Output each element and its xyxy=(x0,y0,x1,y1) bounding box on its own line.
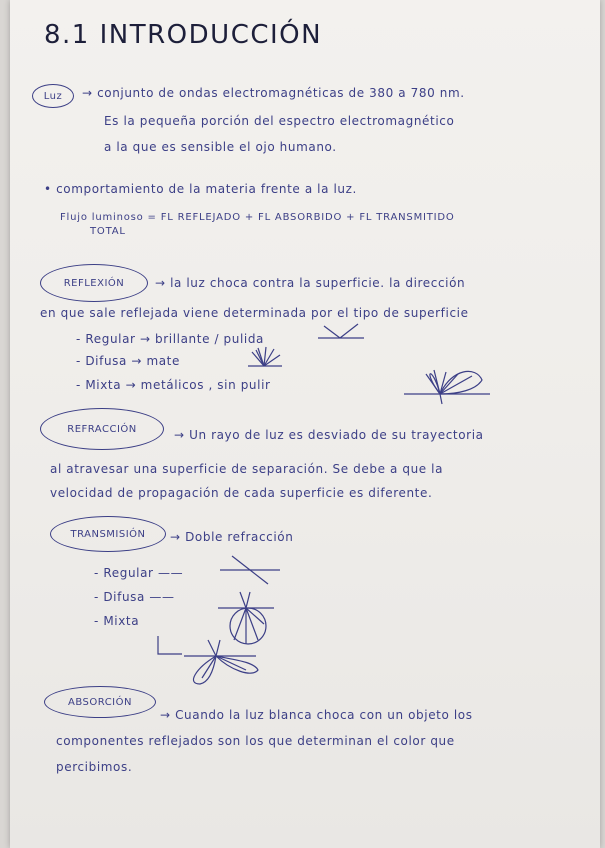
reflexion-item-regular: - Regular → brillante / pulida xyxy=(76,332,264,346)
luz-line-2: Es la pequeña porción del espectro electromagnético xyxy=(104,114,455,128)
refraccion-line-2: al atravesar una superficie de separación. Se debe a que la xyxy=(50,462,444,476)
reflexion-tag: REFLEXIÓN xyxy=(40,264,148,302)
mixed-reflection-sketch xyxy=(402,360,492,406)
absorcion-tag: ABSORCIÓN xyxy=(44,686,156,718)
luz-tag: Luz xyxy=(32,84,74,108)
refraccion-tag: REFRACCIÓN xyxy=(40,408,164,450)
reflexion-item-difusa: - Difusa → mate xyxy=(76,354,180,368)
reflexion-line-2: en que sale reflejada viene determinada por el tipo de superficie xyxy=(40,306,469,320)
transmision-tag: TRANSMISIÓN xyxy=(50,516,166,552)
diffuse-reflection-sketch xyxy=(246,346,286,372)
absorcion-line-3: percibimos. xyxy=(56,760,133,774)
regular-transmission-sketch xyxy=(218,552,282,588)
transmision-item-difusa: - Difusa —— xyxy=(94,590,175,604)
transmision-line-1: → Doble refracción xyxy=(170,530,294,544)
transmision-item-mixta: - Mixta xyxy=(94,614,140,628)
luz-line-1: → conjunto de ondas electromagnéticas de 380 a 780 nm. xyxy=(82,86,465,100)
refraccion-line-3: velocidad de propagación de cada superficie es diferente. xyxy=(50,486,433,500)
luz-line-3: a la que es sensible el ojo humano. xyxy=(104,140,337,154)
transmision-item-regular: - Regular —— xyxy=(94,566,184,580)
absorcion-line-2: componentes reflejados son los que determinan el color que xyxy=(56,734,455,748)
comportamiento-line: • comportamiento de la materia frente a la luz. xyxy=(44,182,357,196)
reflexion-line-1: → la luz choca contra la superficie. la dirección xyxy=(155,276,466,290)
page-title: 8.1 INTRODUCCIÓN xyxy=(44,20,323,50)
regular-reflection-sketch xyxy=(316,320,368,344)
flujo-line-1: Flujo luminoso = FL REFLEJADO + FL ABSORBIDO + FL TRANSMITIDO xyxy=(60,212,455,223)
mixed-transmission-sketch xyxy=(156,634,276,688)
notebook-page xyxy=(10,0,600,848)
reflexion-item-mixta: - Mixta → metálicos , sin pulir xyxy=(76,378,271,392)
flujo-line-2: TOTAL xyxy=(90,226,126,237)
absorcion-line-1: → Cuando la luz blanca choca con un objeto los xyxy=(160,708,473,722)
refraccion-line-1: → Un rayo de luz es desviado de su trayectoria xyxy=(174,428,484,442)
